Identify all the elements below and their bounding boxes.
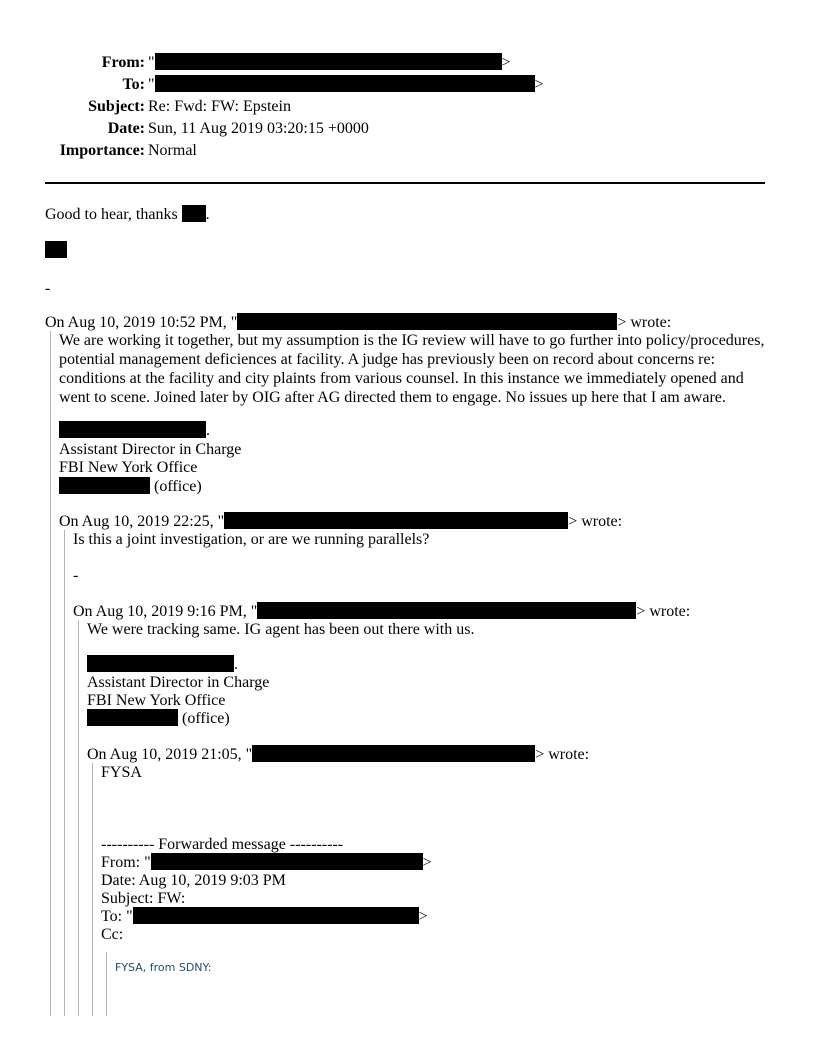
- quote1-sig-phone: [59, 477, 202, 496]
- quote2-text: Is this a joint investigation, or are we running parallels?: [73, 531, 430, 548]
- quote3-intro-suffix: > wrote:: [636, 603, 691, 620]
- quote3-sig-title: Assistant Director in Charge: [87, 674, 270, 691]
- redacted-name: [182, 205, 206, 222]
- quote1-sig-period: .: [206, 422, 210, 439]
- redacted-signer-name-2: [87, 655, 234, 672]
- sdny-note: FYSA, from SDNY:: [115, 961, 212, 974]
- redacted-quote2-sender: [224, 512, 568, 529]
- quote1-sig-name: [59, 421, 210, 440]
- redacted-sender-address: [155, 53, 502, 70]
- header-divider: [45, 182, 765, 184]
- forwarded-to-prefix: To: ": [101, 908, 133, 925]
- redacted-initials: [45, 241, 67, 258]
- header-from-row: [0, 53, 511, 75]
- redacted-forwarded-sender: [151, 853, 423, 870]
- email-header: [0, 53, 544, 163]
- to-label: To:: [122, 76, 145, 93]
- importance-label: Importance:: [59, 142, 145, 159]
- forwarded-header: ---------- Forwarded message ----------: [101, 836, 344, 853]
- header-subject-row: [0, 97, 330, 119]
- from-quote: ": [148, 54, 155, 71]
- forwarded-subject-line: Subject: FW:: [101, 890, 186, 907]
- quote1-intro-suffix: > wrote:: [617, 314, 672, 331]
- quote3-sig-office: FBI New York Office: [87, 692, 226, 709]
- redacted-quote3-sender: [257, 602, 636, 619]
- signature-initials: [45, 241, 67, 260]
- quote1-paragraph: We are working it together, but my assumption is the IG review will have to go further into policy/procedures, potential management deficiences at facility. A judge has previously been on record about concerns re: conditions at the facility and city plaints from various counsel. In this instance we immediately opened and went to scene. Joined later by OIG after AG directed them to engage. No issues up here that I am aware.: [59, 332, 765, 406]
- forwarded-cc-line: Cc:: [101, 926, 124, 943]
- quote2-dash: -: [73, 567, 79, 584]
- forwarded-date-line: Date: Aug 10, 2019 9:03 PM: [101, 872, 286, 889]
- to-angle: >: [534, 76, 544, 93]
- redacted-quote1-sender: [237, 313, 617, 330]
- redacted-phone-2: [87, 709, 178, 726]
- quote2-intro-prefix: On Aug 10, 2019 22:25, ": [59, 513, 225, 530]
- forwarded-from-angle: >: [422, 854, 432, 871]
- quote4-intro: [87, 745, 589, 764]
- quote3-intro: [73, 602, 690, 621]
- forwarded-to-line: [101, 907, 428, 926]
- subject-label: Subject:: [88, 98, 145, 115]
- quote3-text: We were tracking same. IG agent has been out there with us.: [87, 621, 475, 638]
- header-date-row: [0, 119, 369, 141]
- date-value: Sun, 11 Aug 2019 03:20:15 +0000: [148, 120, 369, 137]
- forwarded-from-prefix: From: ": [101, 854, 151, 871]
- to-quote: ": [148, 76, 155, 93]
- forwarded-from-line: [101, 853, 432, 872]
- quote1-sig-office: FBI New York Office: [59, 459, 198, 476]
- redacted-quote4-sender: [252, 745, 535, 762]
- quote3-sig-phone: [87, 709, 230, 728]
- forwarded-to-angle: >: [418, 908, 428, 925]
- quote-bar-level-5: [106, 952, 107, 1016]
- quote3-intro-prefix: On Aug 10, 2019 9:16 PM, ": [73, 603, 258, 620]
- quote-bar-level-3: [78, 620, 79, 1016]
- redacted-signer-name: [59, 421, 206, 438]
- quote1-intro: [45, 313, 671, 332]
- date-label: Date:: [107, 120, 145, 137]
- redacted-recipient-address: [155, 75, 535, 92]
- quote2-intro-suffix: > wrote:: [568, 513, 623, 530]
- from-angle: >: [501, 54, 511, 71]
- quote-bar-level-2: [64, 530, 65, 1016]
- header-to-row: [0, 75, 544, 97]
- quote-bar-level-4: [92, 763, 93, 1016]
- quote-bar-level-1: [50, 331, 51, 1016]
- quote2-intro: [59, 512, 622, 531]
- quote4-intro-suffix: > wrote:: [535, 746, 590, 763]
- redacted-forwarded-recipient: [133, 907, 419, 924]
- body-dash: -: [45, 280, 51, 297]
- redacted-phone: [59, 477, 150, 494]
- from-label: From:: [101, 54, 145, 71]
- header-importance-row: [0, 141, 330, 163]
- quote1-intro-prefix: On Aug 10, 2019 10:52 PM, ": [45, 314, 238, 331]
- quote1-phone-suffix: (office): [150, 478, 202, 495]
- greeting-period: .: [205, 206, 210, 223]
- quote3-phone-suffix: (office): [178, 710, 230, 727]
- quote3-sig-period: .: [234, 656, 238, 673]
- quote4-text: FYSA: [101, 764, 142, 781]
- subject-value: Re: Fwd: FW: Epstein: [148, 98, 291, 115]
- greeting-line: [45, 205, 210, 224]
- quote4-intro-prefix: On Aug 10, 2019 21:05, ": [87, 746, 253, 763]
- quote1-sig-title: Assistant Director in Charge: [59, 441, 242, 458]
- quote3-sig-name: [87, 655, 238, 674]
- importance-value: Normal: [148, 142, 197, 159]
- greeting-text: Good to hear, thanks: [45, 206, 178, 223]
